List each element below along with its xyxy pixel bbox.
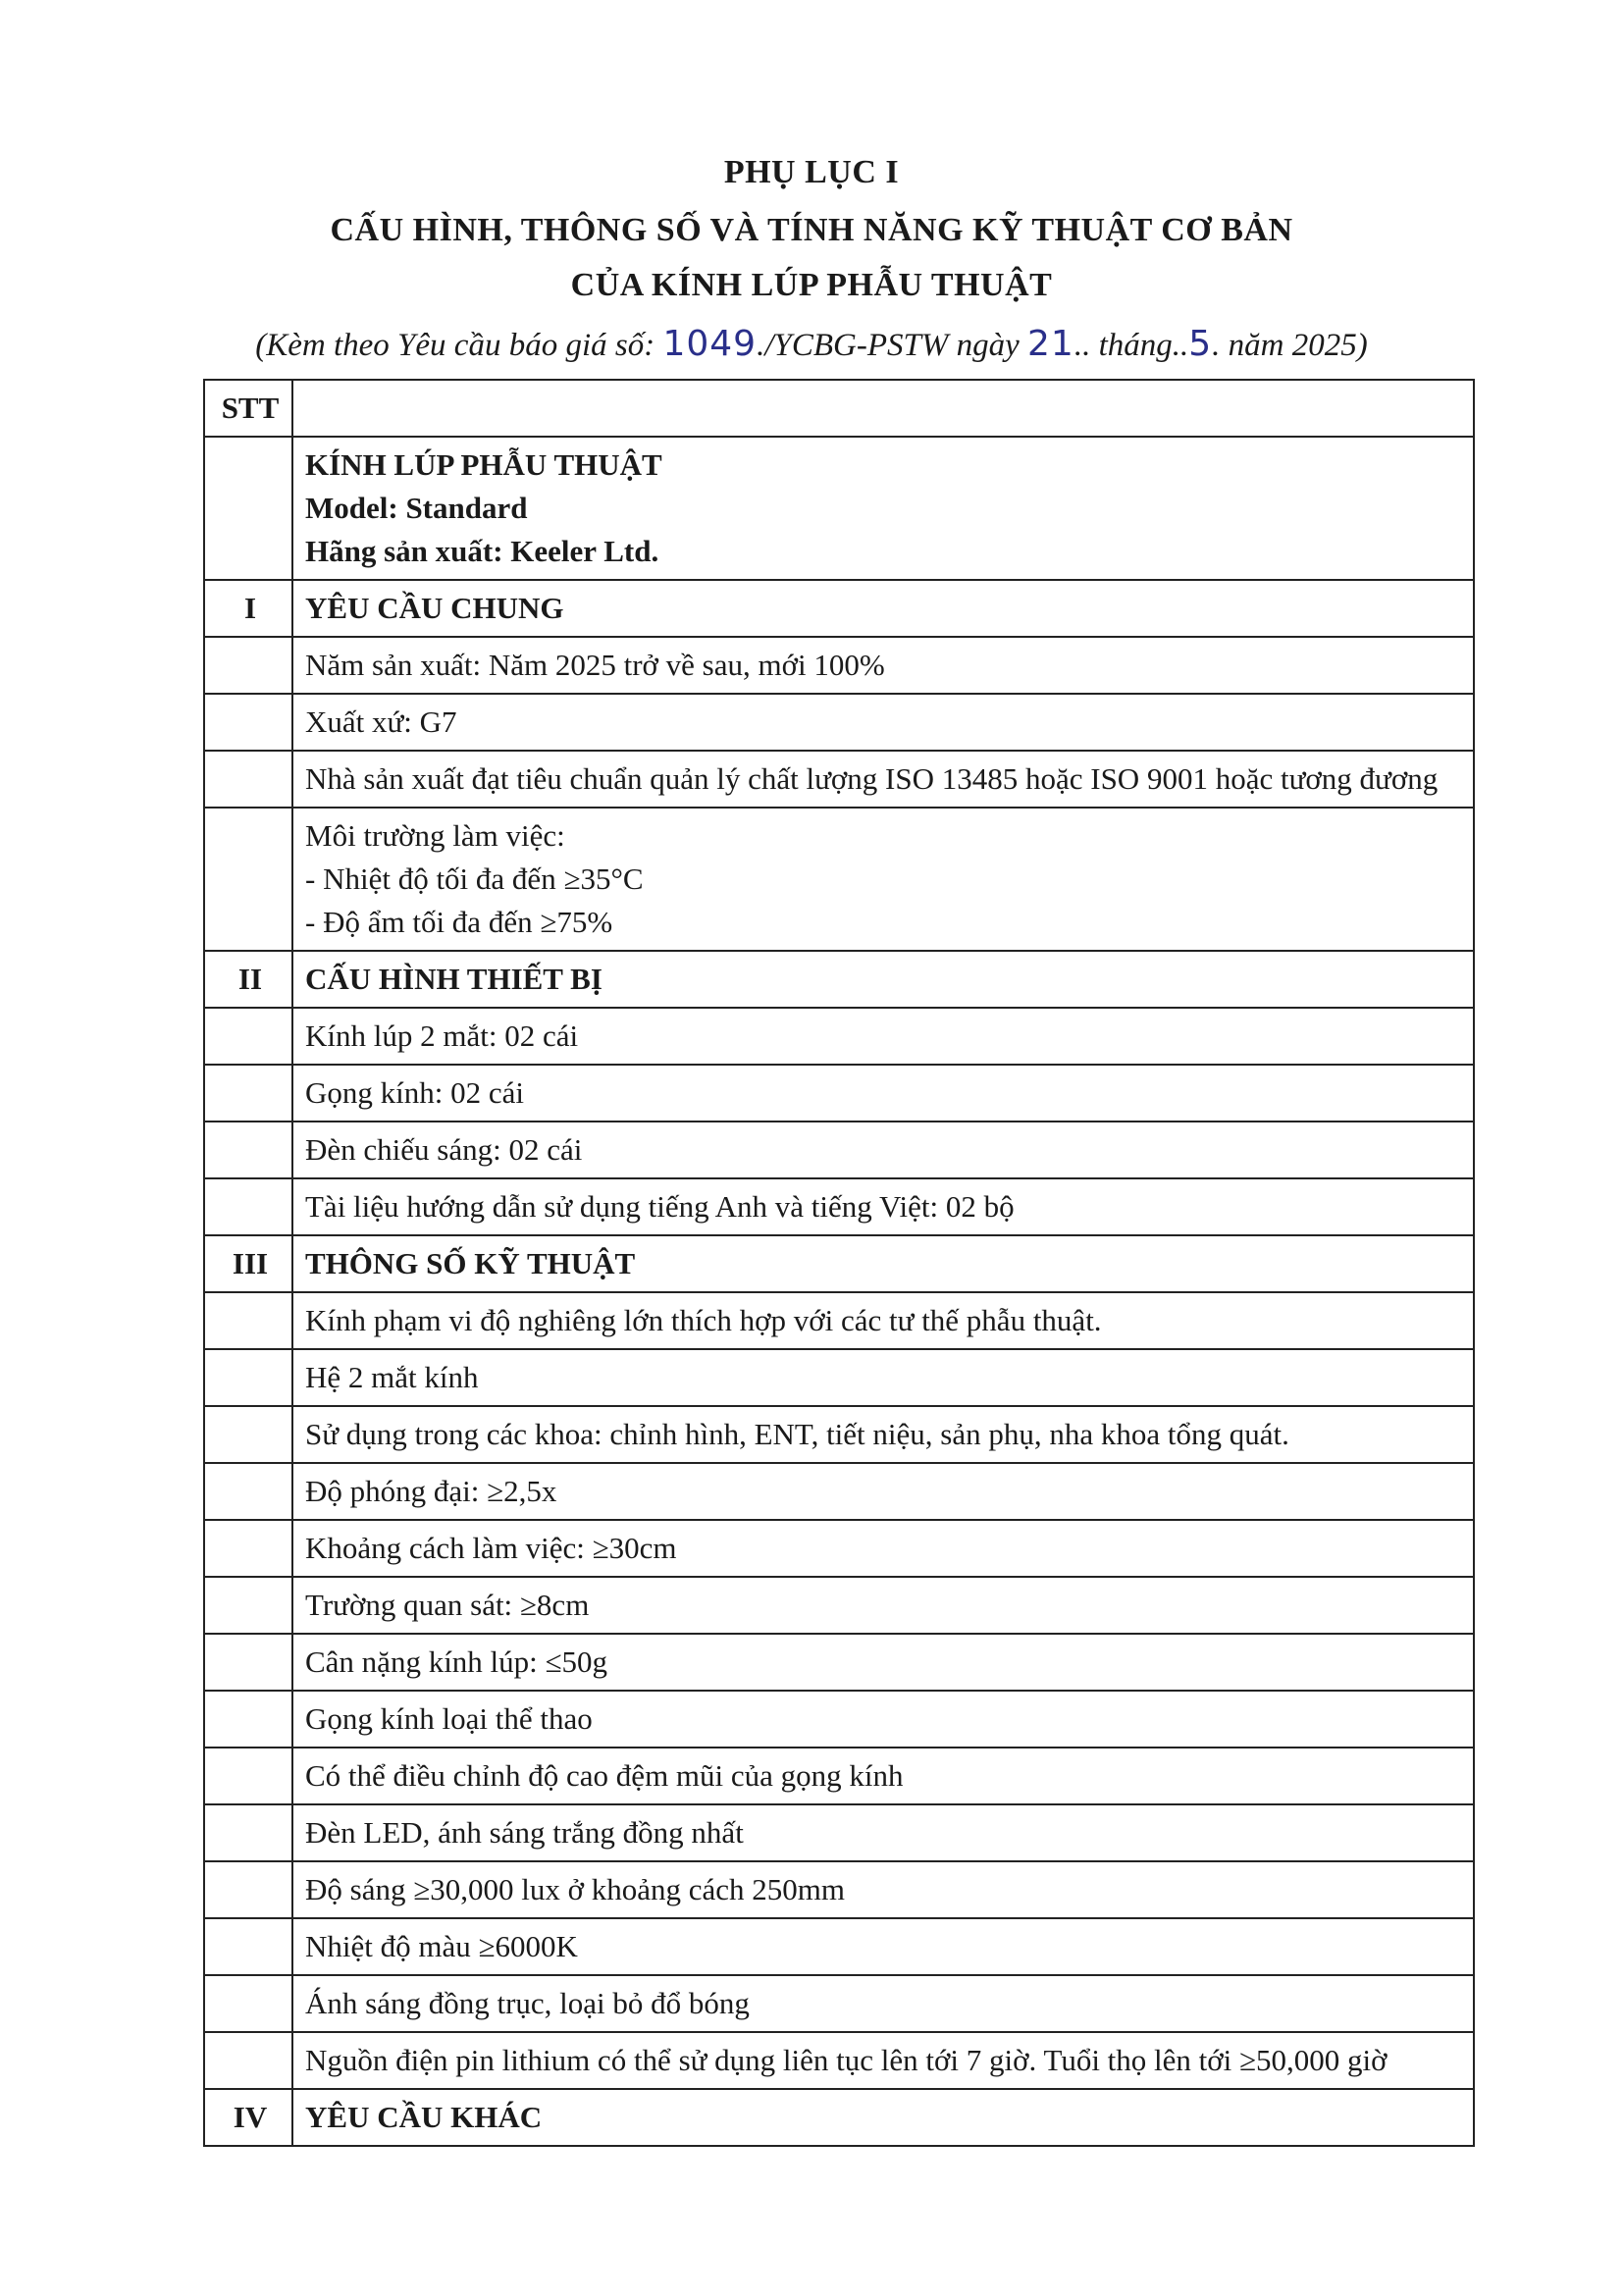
table-row [204,637,1474,694]
spec-item-text: Đèn chiếu sáng: 02 cái [305,1132,583,1167]
table-row [204,1122,1474,1178]
row-stt-cell [204,1463,292,1520]
spec-item-cell [292,1975,1474,2032]
spec-item-cell [292,1691,1474,1748]
product-model: Model: Standard [305,491,528,525]
spec-item-text: Độ sáng ≥30,000 lux ở khoảng cách 250mm [305,1872,845,1906]
spec-item-text: Đèn LED, ánh sáng trắng đồng nhất [305,1815,744,1850]
row-stt-cell [204,1577,292,1634]
stt-header: STT [204,380,292,437]
row-stt-cell [204,1748,292,1804]
spec-item-cell [292,751,1474,808]
table-row [204,1520,1474,1577]
row-stt-cell [204,637,292,694]
section-number: I [204,580,292,637]
product-row [204,437,1474,580]
spec-item-text: Sử dụng trong các khoa: chỉnh hình, ENT, tiết niệu, sản phụ, nha khoa tổng quát. [305,1417,1289,1451]
spec-item-text: - Nhiệt độ tối đa đến ≥35°C [305,861,644,896]
handwritten-month: 5 [1188,324,1213,364]
row-stt-cell [204,1122,292,1178]
spec-item-cell [292,1065,1474,1122]
spec-item-cell [292,1861,1474,1918]
section-title: YÊU CẦU KHÁC [292,2089,1474,2146]
row-stt-cell [204,694,292,751]
row-stt-cell [204,1008,292,1065]
spec-item-cell [292,1918,1474,1975]
spec-item-text: Khoảng cách làm việc: ≥30cm [305,1531,677,1565]
section-number: II [204,951,292,1008]
spec-item-cell [292,1406,1474,1463]
spec-item-cell [292,1463,1474,1520]
spec-item-text: Nhà sản xuất đạt tiêu chuẩn quản lý chất lượng ISO 13485 hoặc ISO 9001 hoặc tương đương [305,761,1439,796]
spec-item-text: - Độ ẩm tối đa đến ≥75% [305,905,613,939]
document-heading: CẤU HÌNH, THÔNG SỐ VÀ TÍNH NĂNG KỸ THUẬT CƠ BẢN [330,212,1293,248]
spec-item-cell [292,1008,1474,1065]
spec-item-cell [292,1292,1474,1349]
spec-item-text: Tài liệu hướng dẫn sử dụng tiếng Anh và tiếng Việt: 02 bộ [305,1189,1015,1224]
spec-item-text: Ánh sáng đồng trục, loại bỏ đổ bóng [305,1986,750,2020]
specification-table-body [204,380,1474,2146]
spec-item-cell [292,694,1474,751]
spec-item-cell [292,1349,1474,1406]
section-number: IV [204,2089,292,2146]
spec-item-text: Trường quan sát: ≥8cm [305,1588,590,1622]
reference-month-prefix: .. tháng.. [1073,328,1189,363]
table-row [204,1861,1474,1918]
table-row [204,1349,1474,1406]
section-row [204,951,1474,1008]
row-stt-cell [204,1292,292,1349]
row-stt-cell [204,1406,292,1463]
table-row [204,808,1474,951]
spec-item-cell [292,637,1474,694]
table-row [204,1748,1474,1804]
spec-item-text: Kính phạm vi độ nghiêng lớn thích hợp với các tư thế phẫu thuật. [305,1303,1102,1337]
row-stt-cell [204,1520,292,1577]
product-stt-cell [204,437,292,580]
row-stt-cell [204,1691,292,1748]
document-subheading: CỦA KÍNH LÚP PHẪU THUẬT [570,267,1053,303]
row-stt-cell [204,751,292,808]
section-row [204,2089,1474,2146]
spec-item-cell [292,1748,1474,1804]
spec-item-text: Độ phóng đại: ≥2,5x [305,1474,557,1508]
row-stt-cell [204,1804,292,1861]
section-row [204,1235,1474,1292]
table-row [204,1065,1474,1122]
spec-item-text: Nguồn điện pin lithium có thể sử dụng liên tục lên tới 7 giờ. Tuổi thọ lên tới ≥50,000 giờ [305,2043,1387,2077]
row-stt-cell [204,808,292,951]
table-row [204,1691,1474,1748]
spec-item-text: Môi trường làm việc: [305,818,565,853]
table-row [204,1975,1474,2032]
spec-item-text: Gọng kính: 02 cái [305,1075,524,1110]
spec-item-text: Năm sản xuất: Năm 2025 trở về sau, mới 100% [305,648,885,682]
product-info-cell [292,437,1474,580]
table-row [204,694,1474,751]
section-title: YÊU CẦU CHUNG [292,580,1474,637]
spec-item-text: Nhiệt độ màu ≥6000K [305,1929,578,1963]
section-title: CẤU HÌNH THIẾT BỊ [292,951,1474,1008]
spec-item-cell [292,1178,1474,1235]
spec-item-cell [292,2032,1474,2089]
section-number: III [204,1235,292,1292]
spec-item-cell [292,808,1474,951]
header-empty-cell [292,380,1474,437]
row-stt-cell [204,1861,292,1918]
table-row [204,1918,1474,1975]
spec-item-text: Xuất xứ: G7 [305,704,457,739]
specification-table [203,379,1475,2147]
spec-item-text: Cân nặng kính lúp: ≤50g [305,1644,608,1679]
reference-prefix: (Kèm theo Yêu cầu báo giá số: [255,328,663,363]
spec-item-cell [292,1804,1474,1861]
table-row [204,2032,1474,2089]
row-stt-cell [204,1634,292,1691]
reference-line [0,324,1623,364]
table-row [204,1008,1474,1065]
product-name: KÍNH LÚP PHẪU THUẬT [305,447,662,482]
row-stt-cell [204,1975,292,2032]
row-stt-cell [204,1065,292,1122]
row-stt-cell [204,1918,292,1975]
spec-item-cell [292,1577,1474,1634]
reference-mid: ./YCBG-PSTW ngày [757,328,1028,363]
product-maker: Hãng sản xuất: Keeler Ltd. [305,534,659,568]
row-stt-cell [204,2032,292,2089]
table-row [204,1406,1474,1463]
spec-item-text: Gọng kính loại thể thao [305,1701,593,1736]
spec-item-text: Hệ 2 mắt kính [305,1360,479,1394]
spec-item-text: Có thể điều chỉnh độ cao đệm mũi của gọng kính [305,1758,904,1793]
table-row [204,1577,1474,1634]
row-stt-cell [204,1178,292,1235]
row-stt-cell [204,1349,292,1406]
appendix-title: PHỤ LỤC I [723,154,900,190]
table-row [204,1292,1474,1349]
spec-item-cell [292,1122,1474,1178]
spec-item-cell [292,1634,1474,1691]
table-row [204,1634,1474,1691]
table-row [204,1463,1474,1520]
table-row [204,1178,1474,1235]
spec-item-text: Kính lúp 2 mắt: 02 cái [305,1018,579,1053]
table-row [204,751,1474,808]
reference-suffix: . năm 2025) [1212,328,1368,363]
spec-item-cell [292,1520,1474,1577]
handwritten-number: 1049 [662,324,758,364]
section-title: THÔNG SỐ KỸ THUẬT [292,1235,1474,1292]
table-header-row [204,380,1474,437]
section-row [204,580,1474,637]
handwritten-day: 21 [1027,324,1074,364]
table-row [204,1804,1474,1861]
